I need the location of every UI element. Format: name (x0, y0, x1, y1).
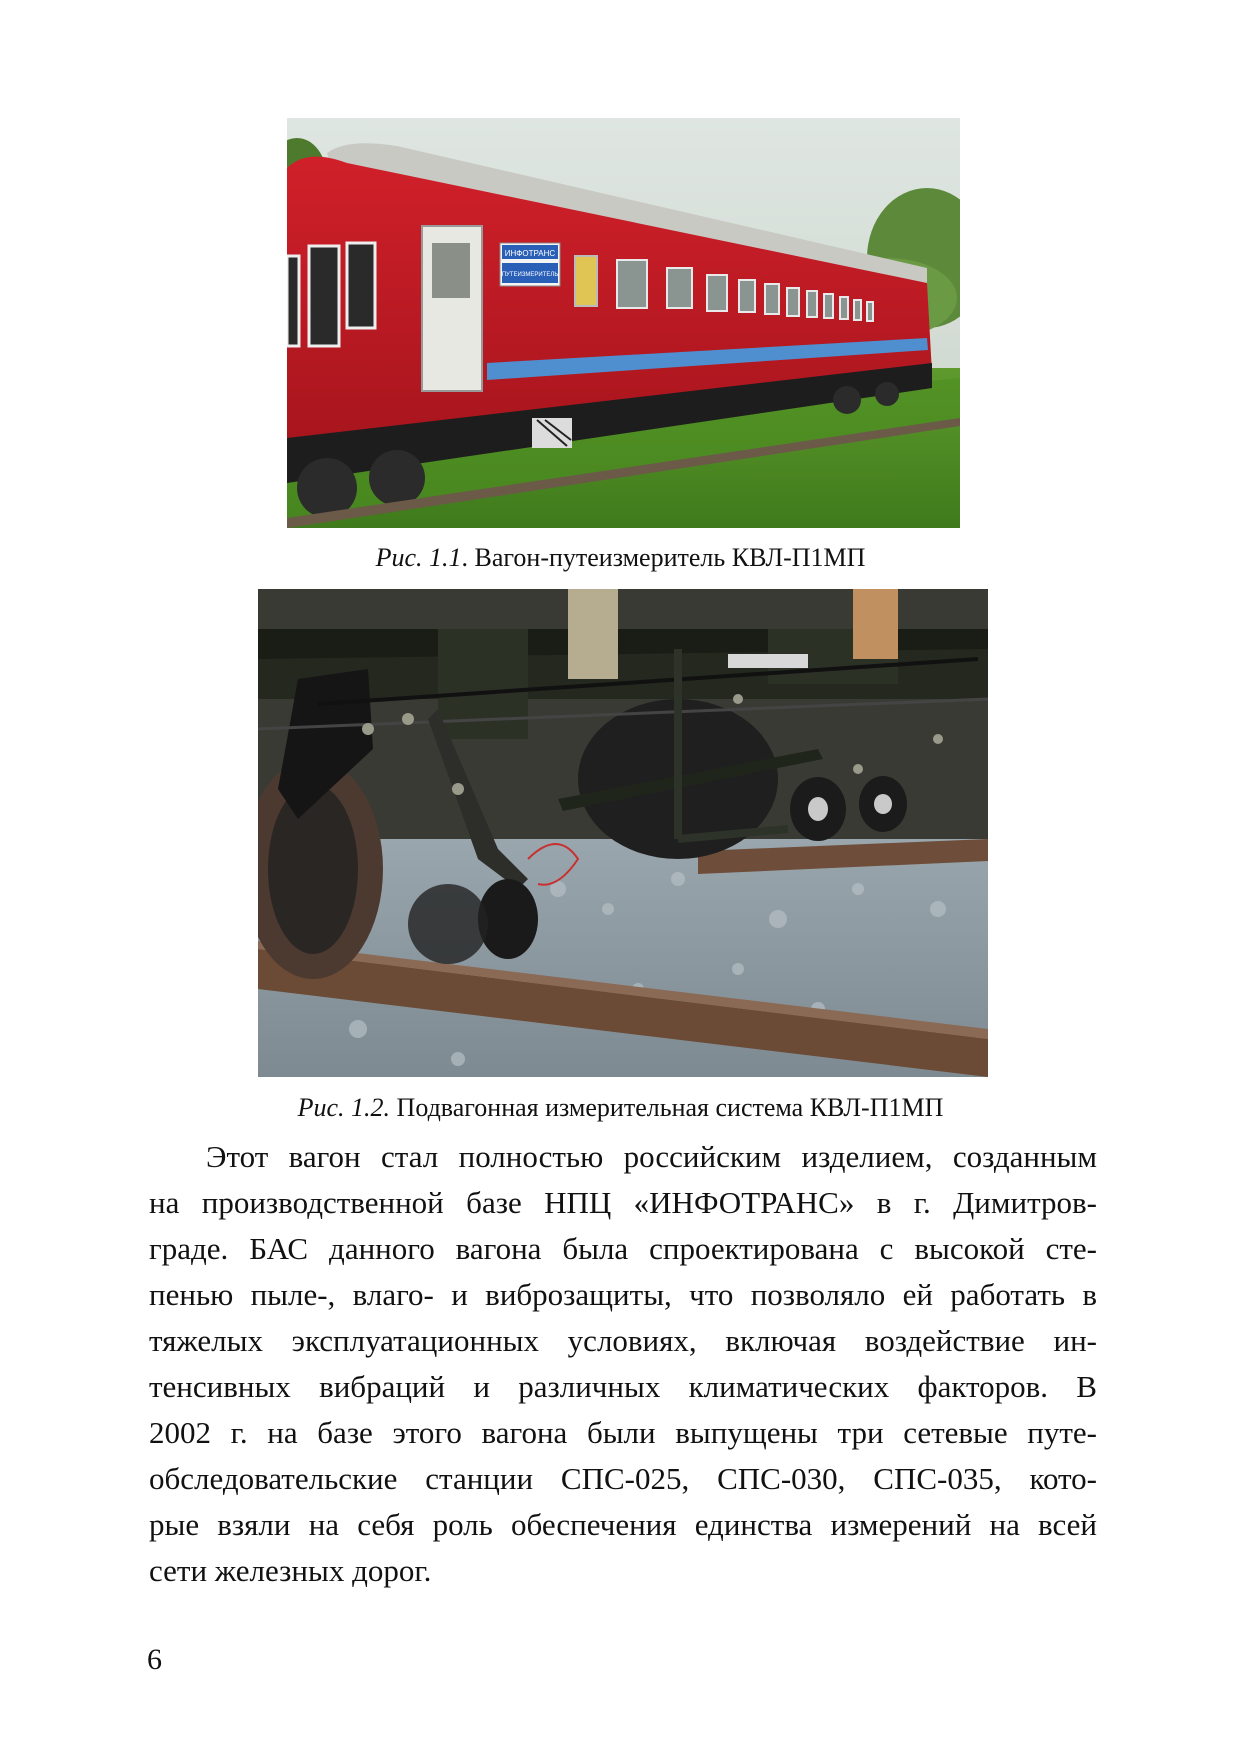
body-line: Этот вагон стал полностью российским изделием, созданным (206, 1139, 1097, 1174)
body-paragraph (149, 1134, 1097, 1594)
page-number: 6 (147, 1643, 162, 1676)
body-line: рые взяли на себя роль обеспечения единства измерений на всей (149, 1507, 1097, 1542)
figure-1-1-photo (287, 118, 960, 528)
body-line: обследовательские станции СПС-025, СПС-030, СПС-035, кото- (149, 1461, 1097, 1496)
body-line: тенсивных вибраций и различных климатических факторов. В (149, 1369, 1097, 1404)
figure-1-2-caption (0, 1093, 1241, 1123)
figure-1-2-number: Рис. 1.2. (297, 1093, 391, 1122)
body-line: тяжелых эксплуатационных условиях, включая воздействие ин- (149, 1323, 1097, 1358)
car-sign-top: ИНФОТРАНС (504, 249, 556, 258)
figure-1-1-caption (0, 543, 1241, 573)
body-line: 2002 г. на базе этого вагона были выпущены три сетевые путе- (149, 1415, 1097, 1450)
body-line: сети железных дорог. (149, 1553, 432, 1588)
figure-1-1-number: Рис. 1.1 (375, 543, 462, 572)
figure-1-1-title: . Вагон-путеизмеритель КВЛ-П1МП (461, 543, 866, 572)
car-sign-bottom: ПУТЕИЗМЕРИТЕЛЬ (501, 272, 559, 278)
figure-1-2-title: Подвагонная измерительная система КВЛ-П1МП (390, 1093, 944, 1122)
body-line: пенью пыле-, влаго- и виброзащиты, что позволяло ей работать в (149, 1277, 1097, 1312)
figure-1-2-photo (258, 589, 988, 1077)
body-line: граде. БАС данного вагона была спроектирована с высокой сте- (149, 1231, 1097, 1266)
body-line: на производственной базе НПЦ «ИНФОТРАНС» в г. Димитров- (149, 1185, 1097, 1220)
